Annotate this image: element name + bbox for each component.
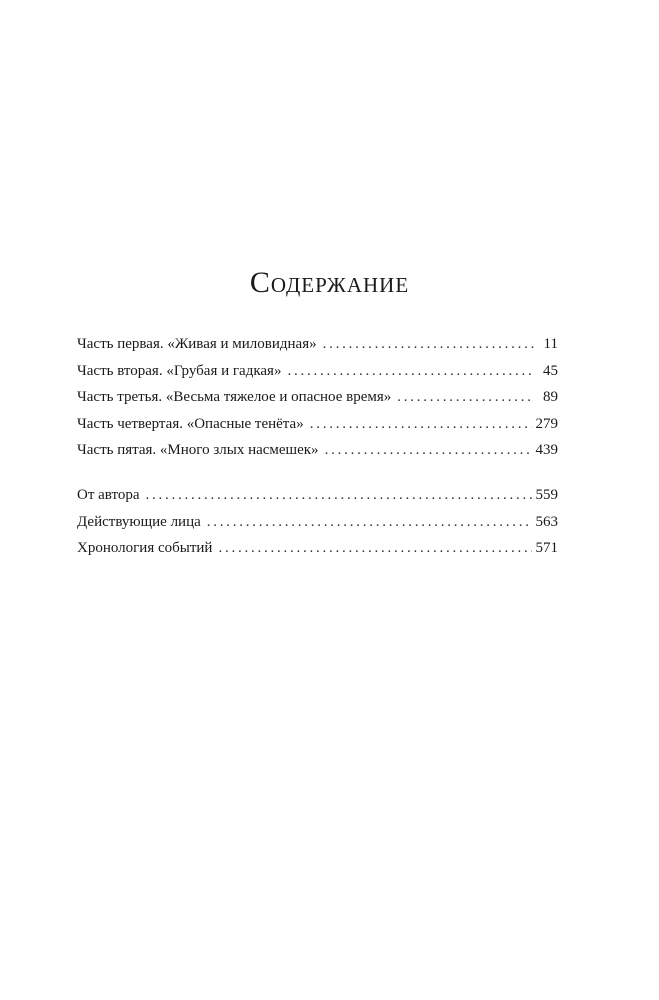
toc-entry-label: Часть первая. «Живая и миловидная» (77, 336, 317, 352)
toc-entry-label: Часть вторая. «Грубая и гадкая» (77, 362, 282, 379)
toc-entry-label: От автора (77, 487, 140, 503)
toc-entry[interactable] (77, 358, 558, 385)
toc-entry-page: 571 (535, 540, 558, 556)
toc-entry-label: Хронология событий (77, 540, 213, 556)
dot-leader (325, 437, 532, 464)
toc-parts-list (77, 331, 558, 464)
dot-leader (218, 535, 531, 562)
toc-entry-label: Действующие лица (77, 513, 201, 530)
toc-entry-page: 279 (535, 415, 558, 432)
toc-entry[interactable] (77, 437, 558, 464)
toc-entry[interactable] (77, 509, 558, 536)
toc-entry-page: 559 (535, 487, 558, 503)
toc-entry-page: 45 (543, 362, 558, 379)
toc-entry-page: 89 (543, 389, 558, 405)
toc-entry-label: Часть третья. «Весьма тяжелое и опасное время» (77, 389, 392, 405)
toc-title: Содержание (249, 266, 410, 299)
toc-entry-label: Часть пятая. «Много злых насмешек» (77, 442, 319, 458)
toc-entry-page: 563 (535, 513, 558, 530)
toc-entry-label: Часть четвертая. «Опасные тенёта» (77, 415, 304, 432)
toc-entry[interactable] (77, 411, 558, 438)
dot-leader (323, 331, 534, 358)
toc-entry-page: 439 (535, 442, 558, 458)
toc-entry[interactable] (77, 535, 558, 562)
toc-entry[interactable] (77, 482, 558, 509)
dot-leader (287, 358, 534, 385)
toc-appendix-list (77, 482, 558, 562)
dot-leader (397, 384, 534, 411)
dot-leader (310, 411, 532, 438)
toc-entry[interactable] (77, 331, 558, 358)
dot-leader (207, 509, 532, 536)
dot-leader (146, 482, 532, 509)
toc-entry[interactable] (77, 384, 558, 411)
toc-entry-page: 11 (543, 336, 558, 352)
